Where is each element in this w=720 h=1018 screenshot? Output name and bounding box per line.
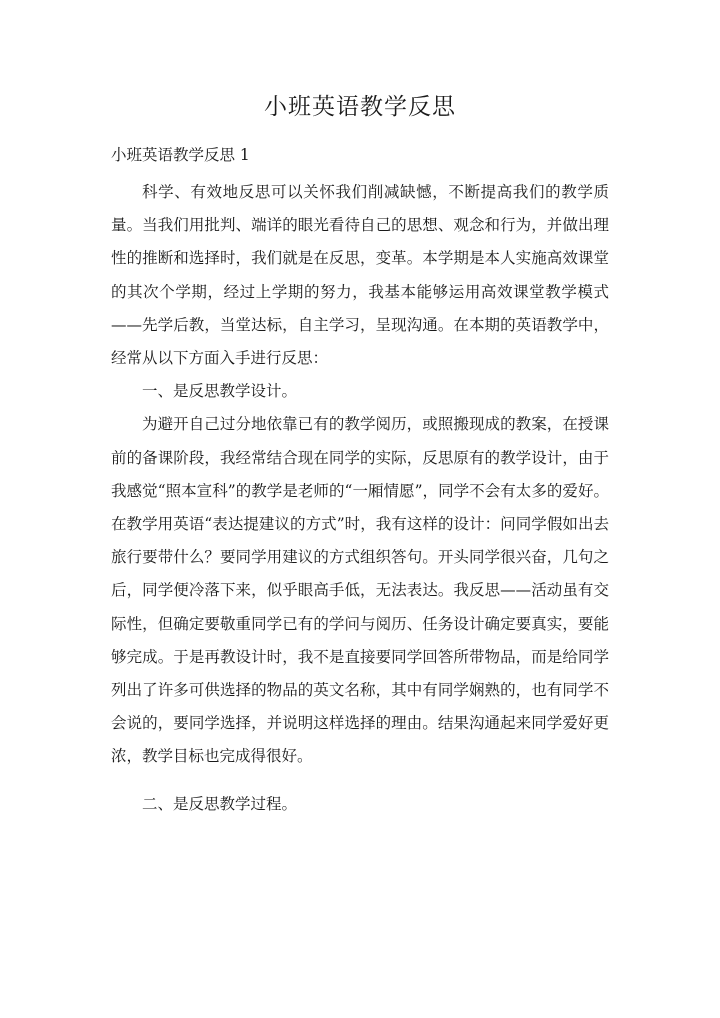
document-subtitle: 小班英语教学反思 1 [111,146,250,164]
document-body [111,176,609,821]
paragraph-heading-1: 一、是反思教学设计。 [142,382,298,401]
paragraph-design: 为避开自己过分地依靠已有的教学阅历，或照搬现成的教案，在授课前的备课阶段，我经常结合现在同学的实际，反思原有的教学设计，由于我感觉“照本宣科”的教学是老师的“一厢情愿”，同学不会有太多的爱好。在教学用英语“表达提建议的方式”时，我有这样的设计：问同学假如出去旅行要带什么？要同学用建议的方式组织答句。开头同学很兴奋，几句之后，同学便冷落下来，似乎眼高手低，无法表达。我反思——活动虽有交际性，但确定要敬重同学已有的学问与阅历、任务设计确定要真实，要能够完成。于是再教设计时，我不是直接要同学回答所带物品，而是给同学列出了许多可供选择的物品的英文名称，其中有同学娴熟的，也有同学不会说的，要同学选择，并说明这样选择的理由。结果沟通起来同学爱好更浓，教学目标也完成得很好。 [111,415,609,766]
document-title: 小班英语教学反思 [264,94,456,120]
paragraph-intro: 科学、有效地反思可以关怀我们削减缺憾，不断提高我们的教学质量。当我们用批判、端详的眼光看待自己的思想、观念和行为，并做出理性的推断和选择时，我们就是在反思，变革。本学期是本人实施高效课堂的其次个学期，经过上学期的努力，我基本能够运用高效课堂教学模式——先学后教，当堂达标，自主学习，呈现沟通。在本期的英语教学中，经常从以下方面入手进行反思： [111,183,609,368]
paragraph-heading-2: 二、是反思教学过程。 [142,794,298,813]
